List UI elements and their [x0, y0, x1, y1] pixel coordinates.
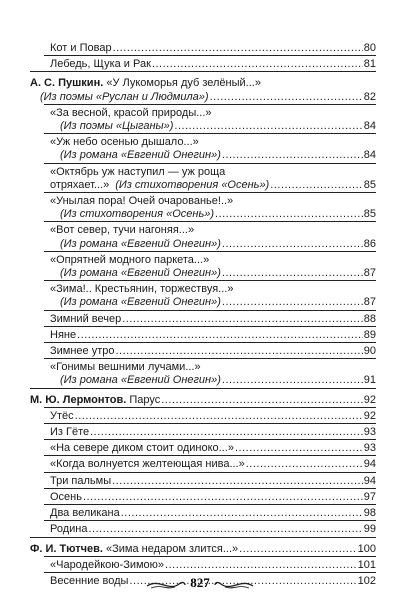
toc-entry: [30, 507, 376, 520]
row-divider: [44, 472, 376, 473]
entry-title: Весенние воды: [50, 574, 129, 587]
page-ref: 101: [357, 558, 376, 571]
leader-dots: [83, 491, 363, 504]
page-ref: 98: [363, 507, 376, 520]
toc-entry: [30, 224, 376, 250]
leader-dots: [270, 179, 363, 192]
entry-title: Три пальмы: [50, 474, 112, 487]
row-divider: [44, 488, 376, 489]
leader-dots: [222, 374, 363, 387]
row-divider: [44, 556, 376, 557]
toc-entry: [30, 313, 376, 326]
leader-dots: [75, 410, 363, 423]
entry-title: «Чародейкою-Зимою»: [50, 558, 165, 571]
leader-dots: [222, 149, 363, 162]
page-ref: 92: [363, 393, 376, 406]
entry-source: (Из романа «Евгений Онегин»): [60, 296, 221, 309]
leader-dots: [161, 394, 363, 407]
page-ref: 89: [363, 328, 376, 341]
toc-entry: [30, 42, 376, 55]
row-divider: [44, 310, 376, 311]
page-ref: 87: [363, 267, 376, 280]
leader-dots: [122, 313, 363, 326]
toc-entry: [30, 442, 376, 455]
toc-entry: [30, 283, 376, 309]
leader-dots: [152, 58, 363, 71]
entry-source: (Из поэмы «Цыганы»): [60, 120, 174, 133]
entry-title: «Уж небо осенью дышало...»: [50, 136, 199, 149]
entry-title: Зимнее утро: [50, 345, 115, 358]
page-ref: 94: [363, 474, 376, 487]
entry-title: «Вот север, тучи нагоняя...»: [50, 224, 195, 237]
row-divider: [44, 423, 376, 424]
entry-title: «Зима!.. Крестьянин, торжествуя...»: [50, 283, 234, 296]
leader-dots: [222, 267, 363, 280]
row-divider: [30, 388, 376, 389]
entry-title: «Зима недаром злится...»: [106, 542, 239, 555]
page-ref: 93: [363, 442, 376, 455]
row-divider: [44, 192, 376, 193]
leader-dots: [121, 507, 363, 520]
page-ref: 90: [363, 345, 376, 358]
row-divider: [44, 504, 376, 505]
entry-title: Кот и Повар: [50, 42, 112, 54]
author-name: Ф. И. Тютчев.: [30, 542, 103, 555]
row-divider: [44, 280, 376, 281]
leader-dots: [174, 120, 362, 133]
toc-author-entry: [30, 394, 376, 407]
author-name: М. Ю. Лермонтов.: [30, 393, 127, 406]
entry-title: «Когда волнуется желтеющая нива...»: [50, 458, 245, 471]
row-divider: [44, 133, 376, 134]
page-ref: 82: [363, 90, 376, 103]
toc-entry: [30, 166, 376, 192]
ornament-icon: [145, 572, 255, 594]
leader-dots: [235, 442, 363, 455]
entry-title: отряхает...»: [50, 178, 110, 191]
leader-dots: [90, 426, 363, 439]
leader-dots: [222, 238, 363, 251]
page-ref: 88: [363, 312, 376, 325]
entry-source: (Из поэмы «Руслан и Людмила»): [40, 90, 209, 103]
toc-author-entry: [30, 543, 376, 556]
leader-dots: [215, 208, 363, 221]
table-of-contents: [30, 42, 376, 588]
entry-title: Из Гёте: [50, 426, 90, 439]
leader-dots: [77, 329, 363, 342]
page-ref: 102: [357, 574, 376, 587]
entry-title: Осень: [50, 490, 82, 503]
page-ref: 99: [363, 523, 376, 536]
leader-dots: [210, 91, 363, 104]
entry-title: «За весной, красой природы...»: [50, 106, 212, 119]
page-ref: 92: [363, 409, 376, 422]
toc-entry: [30, 345, 376, 358]
toc-entry: [30, 329, 376, 342]
entry-title: «Опрятней модного паркета...»: [50, 253, 210, 266]
entry-title: Зимний вечер: [50, 312, 122, 325]
row-divider: [30, 71, 376, 72]
page-ref: 80: [363, 42, 376, 54]
entry-title: «На севере диком стоит одиноко...»: [50, 442, 234, 455]
toc-entry: [30, 523, 376, 536]
row-divider: [44, 455, 376, 456]
entry-title: Няне: [50, 328, 77, 341]
toc-entry: [30, 361, 376, 387]
toc-entry: [30, 458, 376, 471]
row-divider: [44, 163, 376, 164]
entry-title: Лебедь, Щука и Рак: [50, 58, 151, 71]
row-divider: [44, 407, 376, 408]
page-ref: 93: [363, 426, 376, 439]
entry-source: (Из стихотворения «Осень»): [115, 178, 270, 191]
toc-entry: [30, 107, 376, 133]
row-divider: [44, 326, 376, 327]
entry-source: (Из стихотворения «Осень»): [60, 208, 215, 221]
leader-dots: [89, 523, 363, 536]
row-divider: [44, 251, 376, 252]
page-ref: 94: [363, 458, 376, 471]
page-ref: 97: [363, 490, 376, 503]
leader-dots: [246, 458, 363, 471]
toc-entry: [30, 426, 376, 439]
entry-title: «Унылая пора! Очей очарованье!..»: [50, 195, 234, 208]
toc-entry: [30, 254, 376, 280]
entry-source: (Из романа «Евгений Онегин»): [60, 149, 221, 162]
toc-entry: [30, 136, 376, 162]
leader-dots: [239, 543, 357, 556]
entry-source: (Из романа «Евгений Онегин»): [60, 267, 221, 280]
page-ref: 91: [363, 374, 376, 387]
row-divider: [44, 104, 376, 105]
leader-dots: [116, 345, 363, 358]
entry-title: «У Лукоморья дуб зелёный...»: [106, 77, 261, 90]
toc-author-entry: [30, 77, 376, 103]
page-ref: 84: [363, 149, 376, 162]
page-ref: 85: [363, 178, 376, 191]
entry-title: Утёс: [50, 409, 74, 422]
toc-entry: [30, 475, 376, 488]
row-divider: [44, 520, 376, 521]
entry-source: (Из романа «Евгений Онегин»): [60, 374, 221, 387]
page-number: 827: [190, 575, 210, 590]
row-divider: [44, 342, 376, 343]
row-divider: [30, 537, 376, 538]
toc-entry: [30, 491, 376, 504]
row-divider: [44, 439, 376, 440]
author-name: А. С. Пушкин.: [30, 77, 104, 90]
page-ref: 87: [363, 296, 376, 309]
entry-title: «Гонимы вешними лучами...»: [50, 361, 201, 374]
entry-source: (Из романа «Евгений Онегин»): [60, 237, 221, 250]
page-ref: 85: [363, 208, 376, 221]
leader-dots: [112, 475, 363, 488]
page-ref: 81: [363, 58, 376, 71]
page-ref: 84: [363, 120, 376, 133]
leader-dots: [113, 42, 363, 55]
page-footer: [0, 570, 400, 596]
page-ref: 86: [363, 237, 376, 250]
row-divider: [44, 221, 376, 222]
row-divider: [44, 358, 376, 359]
page-ref: 100: [357, 542, 376, 555]
toc-entry: [30, 58, 376, 71]
entry-title: «Октябрь уж наступил — уж роща: [50, 165, 226, 178]
toc-entry: [30, 410, 376, 423]
toc-entry: [30, 195, 376, 221]
entry-title: Два великана: [50, 507, 120, 520]
leader-dots: [222, 296, 363, 309]
entry-title: Родина: [50, 523, 88, 536]
row-divider: [44, 55, 376, 56]
entry-title: Парус: [129, 393, 161, 406]
